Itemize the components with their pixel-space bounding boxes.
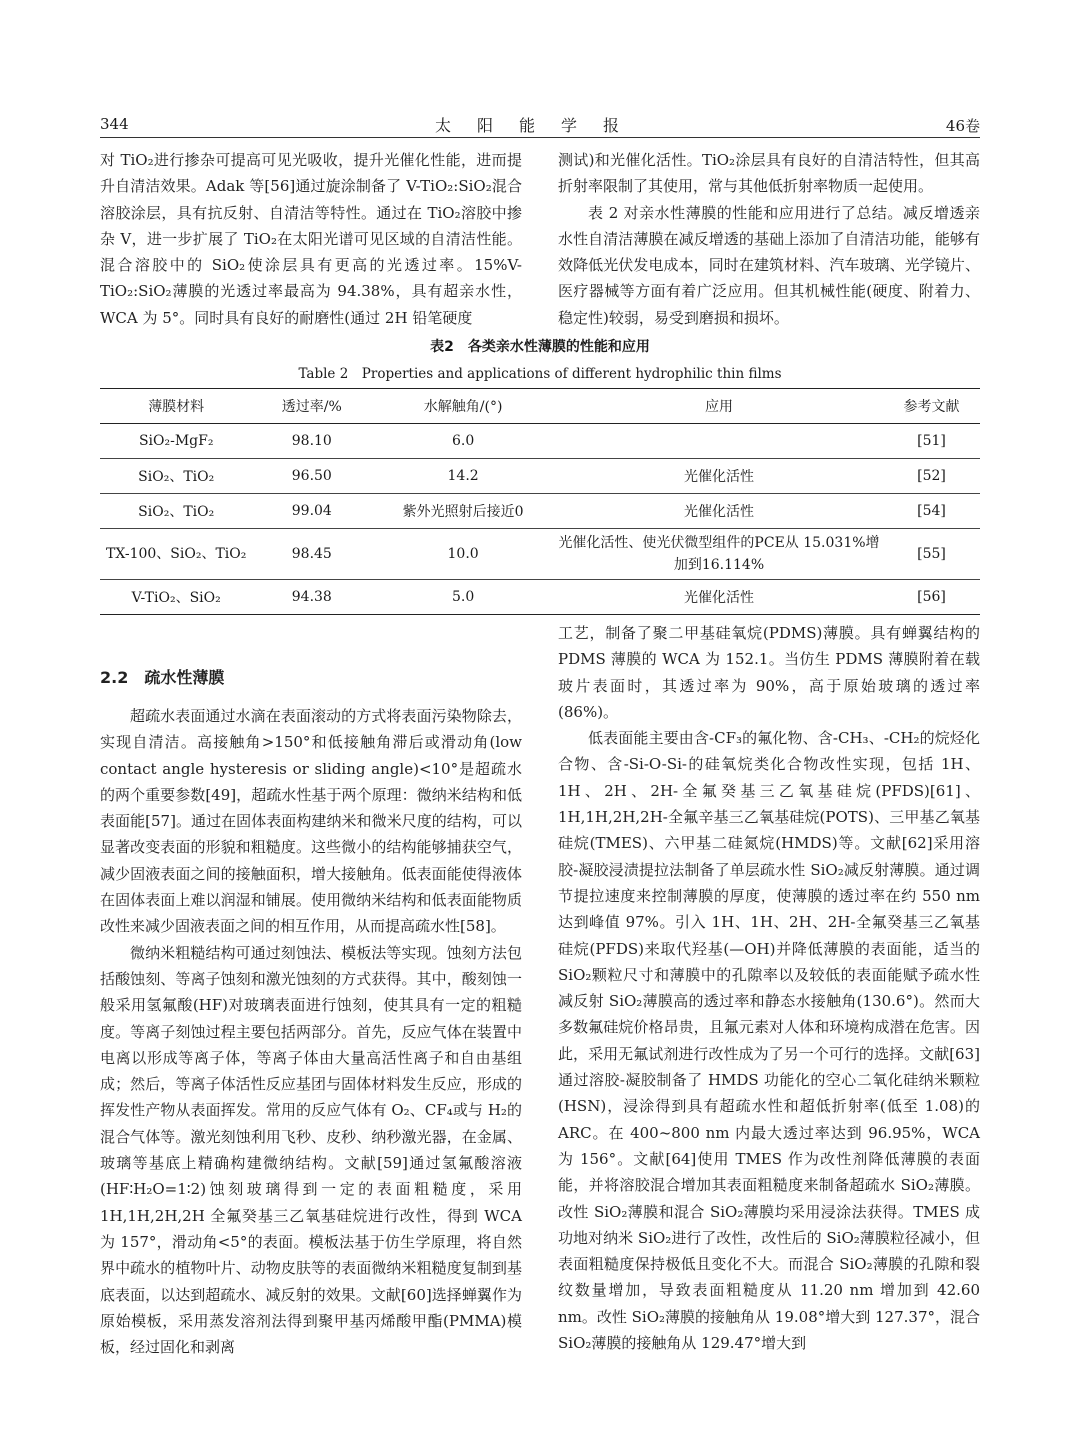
- right-column-bottom: [558, 620, 980, 1356]
- cell-transmittance: 98.10: [252, 424, 371, 459]
- page-number: 344: [100, 115, 129, 133]
- header-contact-angle: 水解触角/(°): [371, 389, 555, 424]
- cell-material: SiO₂、TiO₂: [100, 459, 252, 494]
- cell-material: TX-100、SiO₂、TiO₂: [100, 529, 252, 580]
- paragraph: 测试)和光催化活性。TiO₂涂层具有良好的自清洁特性，但其高折射率限制了其使用，常与其他低折射率物质一起使用。: [558, 151, 980, 196]
- cell-material: SiO₂、TiO₂: [100, 494, 252, 529]
- paragraph: 超疏水表面通过水滴在表面滚动的方式将表面污染物除去，实现自清洁。高接触角>150°和低接触角滞后或滑动角(low contact angle hysteresis or sliding angle)<10°是超疏水的两个重要参数[49]，超疏水性基于两个原理：微纳米结构和低表面能[57]。通过在固体表面构建纳米和微米尺度的结构，可以显著改变表面的形貌和粗糙度。这些微小的结构能够捕获空气，减少固液表面之间的接触面积，增大接触角。低表面能使得液体在固体表面上难以润湿和铺展。使用微纳米结构和低表面能物质改性来减少固液表面之间的相互作用，从而提高疏水性[58]。: [100, 707, 522, 936]
- table-caption-cn: 表2 各类亲水性薄膜的性能和应用: [430, 339, 650, 355]
- cell-contact-angle: 10.0: [371, 529, 555, 580]
- paragraph: 表 2 对亲水性薄膜的性能和应用进行了总结。减反增透亲水性自清洁薄膜在减反增透的基础上添加了自清洁功能，能够有效降低光伏发电成本，同时在建筑材料、汽车玻璃、光学镜片、医疗器械等方面有着广泛应用。但其机械性能(硬度、附着力、稳定性)较弱，易受到磨损和损坏。: [558, 203, 980, 327]
- table-row: [100, 424, 980, 459]
- left-column-top: [100, 147, 522, 331]
- cell-material: V-TiO₂、SiO₂: [100, 580, 252, 615]
- cell-contact-angle: 6.0: [371, 424, 555, 459]
- cell-reference: [52]: [883, 459, 980, 494]
- paragraph: 工艺，制备了聚二甲基硅氧烷(PDMS)薄膜。具有蝉翼结构的 PDMS 薄膜的 WCA 为 152.1。当仿生 PDMS 薄膜附着在载玻片表面时，其透过率为 90%，高于原始玻璃的透过率(86%)。: [558, 624, 980, 721]
- cell-contact-angle: 14.2: [371, 459, 555, 494]
- left-column-bottom: [100, 665, 522, 1360]
- paragraph: 微纳米粗糙结构可通过刻蚀法、模板法等实现。蚀刻方法包括酸蚀刻、等离子蚀刻和激光蚀刻的方式获得。其中，酸刻蚀一般采用氢氟酸(HF)对玻璃表面进行蚀刻，使其具有一定的粗糙度。等离子刻蚀过程主要包括两部分。首先，反应气体在装置中电离以形成等离子体，等离子体由大量高活性离子和自由基组成；然后，等离子体活性反应基团与固体材料发生反应，形成的挥发性产物从表面挥发。常用的反应气体有 O₂、CF₄或与 H₂的混合气体等。激光刻蚀利用飞秒、皮秒、纳秒激光器，在金属、玻璃等基底上精确构建微纳结构。文献[59]通过氢氟酸溶液(HF∶H₂O=1∶2)蚀刻玻璃得到一定的表面粗糙度，采用 1H,1H,2H,2H 全氟癸基三乙氧基硅烷进行改性，得到 WCA 为 157°，滑动角<5°的表面。模板法基于仿生学原理，将自然界中疏水的植物叶片、动物皮肤等的表面微纳米粗糙度复制到基底表面，以达到超疏水、减反射的效果。文献[60]选择蝉翼作为原始模板，采用蒸发溶剂法得到聚甲基丙烯酸甲酯(PMMA)模板，经过固化和剥离: [100, 943, 522, 1357]
- cell-transmittance: 98.45: [252, 529, 371, 580]
- cell-reference: [54]: [883, 494, 980, 529]
- section-heading: 2.2 疏水性薄膜: [100, 668, 225, 687]
- cell-reference: [55]: [883, 529, 980, 580]
- cell-reference: [56]: [883, 580, 980, 615]
- table-row: [100, 459, 980, 494]
- table-row: [100, 529, 980, 580]
- volume-label: 46卷: [945, 117, 980, 135]
- table-row: [100, 494, 980, 529]
- header-film-material: 薄膜材料: [100, 389, 252, 424]
- journal-title: 太阳能学报: [434, 116, 645, 135]
- cell-material: SiO₂-MgF₂: [100, 424, 252, 459]
- properties-table: [100, 388, 980, 615]
- cell-transmittance: 96.50: [252, 459, 371, 494]
- table-caption-en: Table 2 Properties and applications of different hydrophilic thin films: [298, 366, 782, 382]
- paragraph: 低表面能主要由含-CF₃的氟化物、含-CH₃、-CH₂的烷烃化合物、含-Si-O-Si-的硅氧烷类化合物改性实现，包括 1H、1H、2H、2H-全氟癸基三乙氧基硅烷(PFDS)[61]、1H,1H,2H,2H-全氟辛基三乙氧基硅烷(POTS)、三甲基乙氧基硅烷(TMES)、六甲基二硅氮烷(HMDS)等。文献[62]采用溶胶-凝胶浸渍提拉法制备了单层疏水性 SiO₂减反射薄膜。通过调节提拉速度来控制薄膜的厚度，使薄膜的透过率在约 550 nm 达到峰值 97%。引入 1H、1H、2H、2H-全氟癸基三乙氧基硅烷(PFDS)来取代羟基(—OH)并降低薄膜的表面能，适当的 SiO₂颗粒尺寸和薄膜中的孔隙率以及较低的表面能赋予疏水性减反射 SiO₂薄膜高的透过率和静态水接触角(130.6°)。然而大多数氟硅烷价格昂贵，且氟元素对人体和环境构成潜在危害。因此，采用无氟试剂进行改性成为了另一个可行的选择。文献[63]通过溶胶-凝胶制备了 HMDS 功能化的空心二氧化硅纳米颗粒(HSN)，浸涂得到具有超疏水性和超低折射率(低至 1.08)的 ARC。在 400~800 nm 内最大透过率达到 96.95%，WCA 为 156°。文献[64]使用 TMES 作为改性剂降低薄膜的表面能，并将溶胶混合增加其表面粗糙度来制备超疏水 SiO₂薄膜。改性 SiO₂薄膜和混合 SiO₂薄膜均采用浸涂法获得。TMES 成功地对纳米 SiO₂进行了改性，改性后的 SiO₂薄膜粒径减小，但表面粗糙度保持极低且变化不大。而混合 SiO₂薄膜的孔隙和裂纹数量增加，导致表面粗糙度从 11.20 nm 增加到 42.60 nm。改性 SiO₂薄膜的接触角从 19.08°增大到 127.37°，混合 SiO₂薄膜的接触角从 129.47°增大到: [558, 729, 981, 1353]
- header-transmittance: 透过率/%: [252, 389, 371, 424]
- cell-application: 光催化活性: [555, 494, 883, 529]
- header-reference: 参考文献: [883, 389, 980, 424]
- cell-application: 光催化活性、使光伏微型组件的PCE从 15.031%增加到16.114%: [555, 529, 883, 580]
- table-header-row: [100, 389, 980, 424]
- cell-contact-angle: 5.0: [371, 580, 555, 615]
- cell-reference: [51]: [883, 424, 980, 459]
- table-row: [100, 580, 980, 615]
- cell-transmittance: 94.38: [252, 580, 371, 615]
- right-column-top: [558, 147, 980, 331]
- cell-transmittance: 99.04: [252, 494, 371, 529]
- header-application: 应用: [555, 389, 883, 424]
- cell-contact-angle: 紫外光照射后接近0: [371, 494, 555, 529]
- cell-application: 光催化活性: [555, 459, 883, 494]
- paragraph: 对 TiO₂进行掺杂可提高可见光吸收，提升光催化性能，进而提升自清洁效果。Adak 等[56]通过旋涂制备了 V-TiO₂:SiO₂混合溶胶涂层，具有抗反射、自清洁等特性。通过在 TiO₂溶胶中掺杂 V，进一步扩展了 TiO₂在太阳光谱可见区域的自清洁性能。混合溶胶中的 SiO₂使涂层具有更高的光透过率。15%V-TiO₂:SiO₂薄膜的光透过率最高为 94.38%，具有超亲水性，WCA 为 5°。同时具有良好的耐磨性(通过 2H 铅笔硬度: [100, 151, 522, 327]
- cell-application: 光催化活性: [555, 580, 883, 615]
- running-header: [100, 113, 980, 138]
- cell-application: [555, 424, 883, 459]
